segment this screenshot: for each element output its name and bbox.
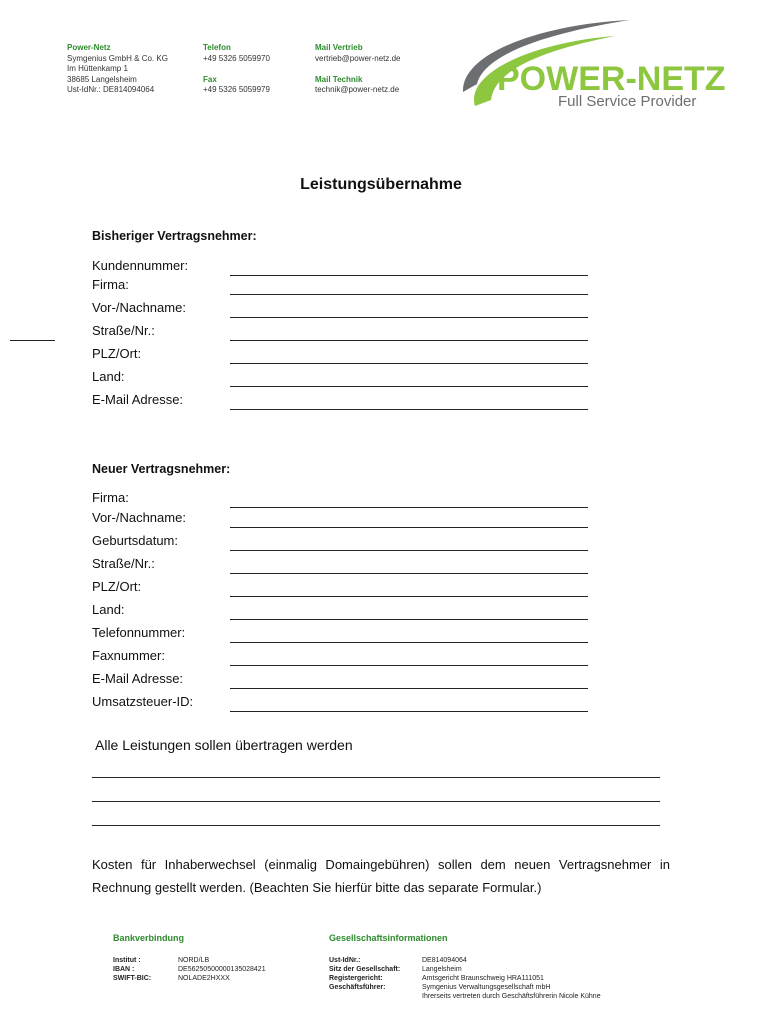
free-text-line[interactable] <box>92 825 660 826</box>
form-row <box>92 556 588 574</box>
form-row <box>92 579 588 597</box>
bank-values <box>178 956 266 983</box>
form-row <box>92 510 588 528</box>
company-value: Symgenius Verwaltungsgesellschaft mbH <box>422 984 551 991</box>
company-label: Power-Netz <box>67 43 111 52</box>
mail-tech-label: Mail Technik <box>315 74 363 84</box>
bank-value: NOLADE2HXXX <box>178 975 230 982</box>
fill-line[interactable] <box>230 619 588 620</box>
mail-tech-value[interactable]: technik@power-netz.de <box>315 85 400 94</box>
fax-label: Fax <box>203 74 217 84</box>
company-line: Ust-IdNr.: DE814094064 <box>67 85 155 94</box>
field-label: Land: <box>92 602 125 617</box>
form-row <box>92 625 588 643</box>
bank-keys <box>113 956 151 983</box>
margin-fold-mark <box>10 340 55 341</box>
form-row <box>92 369 588 387</box>
bank-value: NORD/LB <box>178 957 210 964</box>
logo-tagline: Full Service Provider <box>558 93 697 110</box>
field-label: Straße/Nr.: <box>92 323 155 338</box>
fax-value: +49 5326 5059979 <box>203 85 270 94</box>
form-row <box>92 490 588 508</box>
fill-line[interactable] <box>230 573 588 574</box>
bank-value: DE56250500000135028421 <box>178 966 266 973</box>
company-key: Registergericht: <box>329 975 383 982</box>
field-label: E-Mail Adresse: <box>92 392 184 407</box>
bank-key: IBAN : <box>113 966 135 973</box>
field-label: Firma: <box>92 490 129 505</box>
transfer-text: Alle Leistungen sollen übertragen werden <box>95 737 353 753</box>
fill-line[interactable] <box>230 642 588 643</box>
field-label: Vor-/Nachname: <box>92 510 186 525</box>
field-label: Faxnummer: <box>92 648 165 663</box>
form-row <box>92 323 588 341</box>
field-label: PLZ/Ort: <box>92 346 142 361</box>
fill-line[interactable] <box>230 527 588 528</box>
form-row <box>92 277 588 295</box>
header-mail <box>315 43 401 96</box>
company-value: Ihrerseits vertreten durch Geschäftsführerin Nicole Kühne <box>422 993 601 1000</box>
form-row <box>92 346 588 364</box>
bank-key: Institut : <box>113 957 141 964</box>
company-value: Amtsgericht Braunschweig HRA111051 <box>422 975 544 982</box>
company-key: Sitz der Gesellschaft: <box>329 966 401 973</box>
company-line: Im Hüttenkamp 1 <box>67 64 128 73</box>
company-values <box>422 956 601 1001</box>
fill-line[interactable] <box>230 711 588 712</box>
fill-line[interactable] <box>230 317 588 318</box>
costs-paragraph: Kosten für Inhaberwechsel (einmalig Domaingebühren) sollen dem neuen Vertragsnehmer in Rechnung gestellt werden. (Beachten Sie hierfür bitte das separate Formular.) <box>92 857 670 895</box>
fill-line[interactable] <box>230 340 588 341</box>
fill-line[interactable] <box>230 507 588 508</box>
new-heading: Neuer Vertragsnehmer: <box>92 462 231 476</box>
mail-sales-label: Mail Vertrieb <box>315 43 363 52</box>
fill-line[interactable] <box>230 294 588 295</box>
bank-key: SWIFT-BIC: <box>113 975 152 982</box>
fill-line[interactable] <box>230 596 588 597</box>
fill-line[interactable] <box>230 688 588 689</box>
form-row <box>92 602 588 620</box>
company-key: Geschäftsführer: <box>329 984 386 991</box>
mail-sales-value[interactable]: vertrieb@power-netz.de <box>315 53 401 63</box>
power-netz-logo <box>455 14 755 118</box>
free-text-line[interactable] <box>92 777 660 778</box>
header-company <box>67 43 168 96</box>
phone-value: +49 5326 5059970 <box>203 53 270 63</box>
form-row <box>92 648 588 666</box>
fill-line[interactable] <box>230 409 588 410</box>
company-key: Ust-IdNr.: <box>329 957 361 964</box>
form-row <box>92 671 588 689</box>
company-value: Langelsheim <box>422 966 462 973</box>
phone-label: Telefon <box>203 43 231 52</box>
company-keys <box>329 956 400 992</box>
free-text-line[interactable] <box>92 801 660 802</box>
field-label: PLZ/Ort: <box>92 579 142 594</box>
fill-line[interactable] <box>230 386 588 387</box>
field-label: Land: <box>92 369 125 384</box>
previous-heading: Bisheriger Vertragsnehmer: <box>92 229 257 243</box>
fill-line[interactable] <box>230 275 588 276</box>
field-label: Geburtsdatum: <box>92 533 178 548</box>
field-label: Kundennummer: <box>92 258 189 273</box>
company-line: Symgenius GmbH & Co. KG <box>67 53 168 63</box>
form-row <box>92 258 588 276</box>
field-label: Telefonnummer: <box>92 625 186 640</box>
form-row <box>92 300 588 318</box>
company-line: 38685 Langelsheim <box>67 74 137 84</box>
header-phone-fax <box>203 43 270 96</box>
fill-line[interactable] <box>230 363 588 364</box>
field-label: Vor-/Nachname: <box>92 300 186 315</box>
form-row <box>92 694 588 712</box>
field-label: Umsatzsteuer-ID: <box>92 694 194 709</box>
field-label: Firma: <box>92 277 129 292</box>
fill-line[interactable] <box>230 550 588 551</box>
bank-heading: Bankverbindung <box>113 933 185 943</box>
form-row <box>92 533 588 551</box>
company-info-heading: Gesellschaftsinformationen <box>329 933 448 943</box>
form-row <box>92 392 588 410</box>
fill-line[interactable] <box>230 665 588 666</box>
company-value: DE814094064 <box>422 957 467 964</box>
logo-name: POWER-NETZ <box>497 60 726 98</box>
field-label: Straße/Nr.: <box>92 556 155 571</box>
page-title: Leistungsübernahme <box>300 176 462 193</box>
field-label: E-Mail Adresse: <box>92 671 184 686</box>
